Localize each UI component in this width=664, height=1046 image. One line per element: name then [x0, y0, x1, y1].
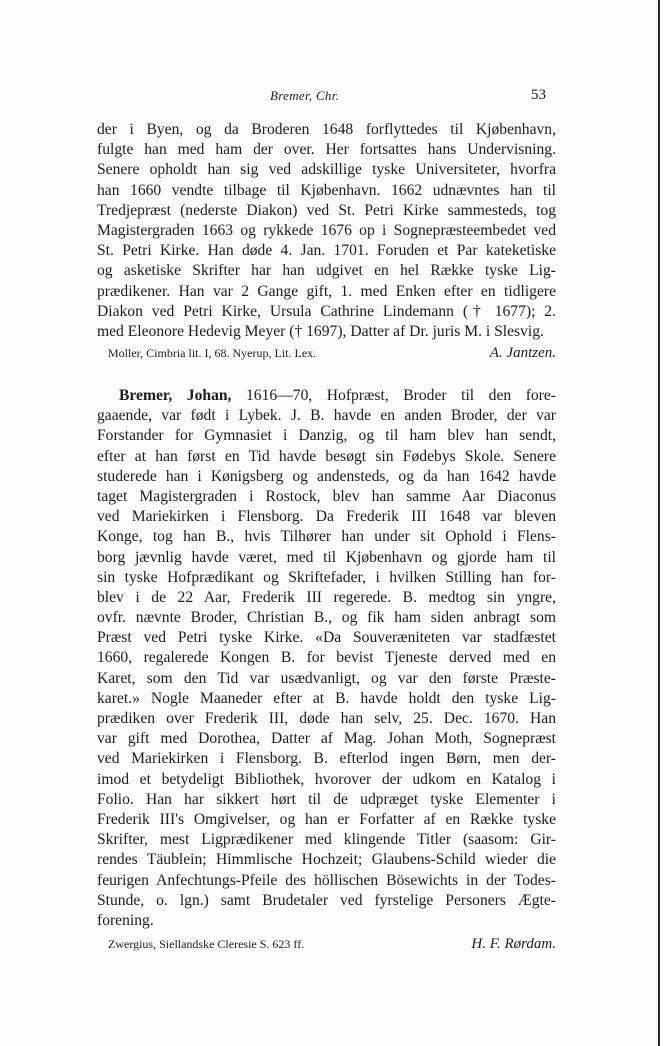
page-edge-line	[658, 0, 660, 1046]
entry2-first-line	[97, 386, 556, 406]
text-line: karet.» Nogle Maaneder efter at B. havde holdt den tyske Lig-	[97, 689, 556, 707]
text-line: Konge, tog han B., hvis Tilhører han under sit Ophold i Flens-	[97, 528, 556, 546]
text-line: Senere opholdt han sig ved adskillige tyske Universiteter, hvorfra	[97, 161, 556, 179]
text-line: fulgte han med ham der over. Her fortsattes hans Undervisning.	[97, 141, 556, 159]
text-line: var gift med Dorothea, Datter af Mag. Johan Moth, Sognepræst	[97, 730, 556, 748]
text-line: ved Mariekirken i Flensborg. B. efterlod ingen Børn, men der-	[97, 750, 556, 768]
entry-bremer-johan	[97, 386, 556, 931]
text-line: ved Mariekirken i Flensborg. Da Frederik III 1648 var bleven	[97, 508, 556, 526]
entry2-heading: Bremer, Johan,	[119, 387, 232, 404]
text-line: Diakon ved Petri Kirke, Ursula Cathrine Lindemann († 1677); 2.	[97, 302, 556, 320]
text-line: prædikener. Han var 2 Gange gift, 1. med Enken efter en tidligere	[97, 282, 556, 300]
text-line: efter at han først en Tid havde besøgt sin Fødebys Skole. Senere	[97, 447, 556, 465]
entry2-author-signature: H. F. Rørdam.	[471, 936, 556, 952]
text-line: imod et betydeligt Bibliothek, hvorover der udkom en Katalog i	[97, 770, 556, 788]
text-line: ovfr. nævnte Broder, Christian B., og fik ham siden anbragt som	[97, 609, 556, 627]
text-line: Karet, som den Tid var usædvanligt, og var den første Præste-	[97, 669, 556, 687]
text-line: Folio. Han har sikkert hørt til de udpræget tyske Elementer i	[97, 790, 556, 808]
text-line: der i Byen, og da Broderen 1648 forflyttedes til Kjøbenhavn,	[97, 121, 556, 138]
text-line: Frederik III's Omgivelser, og han er Forfatter af en Række tyske	[97, 810, 556, 828]
text-line: Forstander for Gymnasiet i Danzig, og til ham blev han sendt,	[97, 427, 556, 445]
entry-bremer-chr-continuation	[97, 120, 556, 342]
text-line: sin tyske Hofprædikant og Skriftefader, i hvilken Stilling han for-	[97, 568, 556, 586]
text-line: rendes Täublein; Himmlische Hochzeit; Glaubens-Schild wieder die	[97, 851, 556, 869]
text-line: borg jævnlig havde været, med til Kjøbenhavn og gjorde ham til	[97, 548, 556, 566]
text-line: St. Petri Kirke. Han døde 4. Jan. 1701. Foruden et Par kateketiske	[97, 242, 556, 260]
text-line: taget Magistergraden i Rostock, blev han samme Aar Diaconus	[97, 487, 556, 505]
text-line: Stunde, o. lgn.) samt Brudetaler ved fyrstelige Personers Ægte-	[97, 891, 556, 909]
page-number: 53	[531, 87, 546, 103]
running-head: Bremer, Chr.	[270, 88, 340, 103]
entry1-reference-line	[108, 343, 556, 363]
text-line: 1660, regalerede Kongen B. for bevist Tjeneste derved med en	[97, 649, 556, 667]
text-line: studerede han i Kønigsberg og andensteds, og da han 1642 havde	[97, 467, 556, 485]
text-line: han 1660 vendte tilbage til Kjøbenhavn. 1662 udnævntes han til	[97, 181, 556, 199]
entry1-author-signature: A. Jantzen.	[489, 345, 556, 361]
text-line: Præst ved Petri tyske Kirke. «Da Souveræniteten var stadfæstet	[97, 629, 556, 647]
entry2-sources: Zwergius, Siellandske Cleresie S. 623 ff.	[108, 937, 305, 951]
text-line: forening.	[97, 911, 154, 929]
entry1-sources: Moller, Cimbria lit. I, 68. Nyerup, Lit. Lex.	[108, 346, 317, 360]
text-line: prædiken over Frederik III, døde han selv, 25. Dec. 1670. Han	[97, 710, 556, 727]
text-line: gaaende, var født i Lybek. J. B. havde en anden Broder, der var	[97, 407, 556, 425]
text-line: Magistergraden 1663 og rykkede 1676 op i Sognepræsteembedet ved	[97, 221, 556, 239]
text-line: Tredjepræst (nederste Diakon) ved St. Petri Kirke sammesteds, tog	[97, 201, 556, 219]
text-line: og asketiske Skrifter har han udgivet en hel Række tyske Lig-	[97, 262, 556, 280]
entry2-first-line-text: 1616—70, Hofpræst, Broder til den fore-	[245, 387, 556, 404]
text-line: blev i de 22 Aar, Frederik III regerede. B. medtog sin yngre,	[97, 588, 556, 606]
entry2-reference-line	[108, 934, 556, 954]
text-line: med Eleonore Hedevig Meyer († 1697), Datter af Dr. juris M. i Slesvig.	[97, 322, 544, 340]
text-line: feurigen Anfechtungs-Pfeile des höllischen Bösewichts in der Todes-	[97, 871, 556, 889]
text-line: Skrifter, mest Ligprædikener med klingende Titler (saasom: Gir-	[97, 831, 556, 849]
